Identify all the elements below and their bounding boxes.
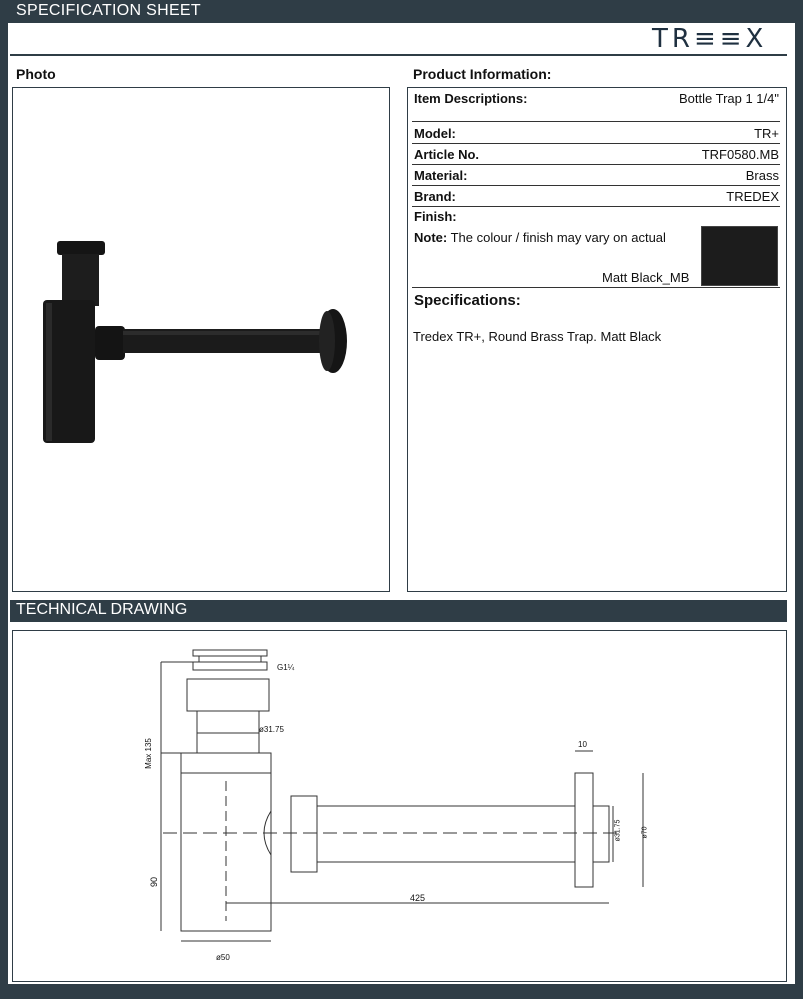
product-info-label: Product Information: (413, 66, 552, 82)
brand-row (414, 189, 779, 204)
item-description-value: Bottle Trap 1 1/4" (678, 91, 779, 106)
dim-length: 425 (410, 893, 426, 903)
finish-name: Matt Black_MB (602, 270, 690, 285)
divider (412, 164, 780, 165)
specifications-label: Specifications: (414, 292, 521, 309)
finish-key: Finish: (414, 209, 457, 224)
item-description-key: Item Descriptions: (414, 91, 528, 106)
sheet-title: SPECIFICATION SHEET (16, 2, 201, 19)
divider (412, 185, 780, 186)
finish-row (414, 209, 779, 224)
model-row (414, 126, 779, 141)
material-row (414, 168, 779, 183)
model-key: Model: (414, 126, 456, 141)
technical-drawing (13, 631, 786, 981)
photo-box (12, 87, 390, 592)
divider (412, 287, 780, 288)
technical-drawing-title: TECHNICAL DRAWING (16, 601, 188, 618)
material-key: Material: (414, 168, 468, 183)
article-value: TRF0580.MB (701, 147, 779, 162)
divider (412, 206, 780, 207)
dim-body-dia: ø50 (216, 953, 230, 962)
article-key: Article No. (414, 147, 480, 162)
dim-thread: G1¼ (277, 663, 295, 672)
article-row (414, 147, 779, 162)
specifications-text: Tredex TR+, Round Brass Trap. Matt Black (413, 329, 662, 344)
footer-bar (8, 984, 795, 999)
dim-max-height: Max 135 (143, 738, 153, 769)
item-description-row (414, 91, 779, 106)
bottle-trap-photo (13, 88, 389, 591)
dim-pipe-right: ø31.75 (614, 819, 622, 842)
divider (412, 121, 780, 122)
brand-key: Brand: (414, 189, 456, 204)
dim-height: 90 (149, 876, 160, 888)
dim-flange-thk: 10 (578, 740, 587, 749)
technical-drawing-box (12, 630, 787, 982)
brand-value: TREDEX (726, 189, 779, 204)
note-key: Note: (414, 230, 448, 245)
finish-note (414, 230, 666, 245)
photo-label: Photo (16, 66, 56, 82)
material-value: Brass (745, 168, 779, 183)
dim-flange-dia: ø70 (641, 826, 649, 839)
logo-divider (10, 54, 787, 56)
finish-swatch (701, 226, 778, 286)
note-text: The colour / finish may vary on actual (450, 230, 666, 245)
dim-pipe-top: ø31.75 (259, 725, 284, 734)
model-value: TR+ (754, 126, 779, 141)
tredex-logo: TR≡≡X (652, 24, 768, 54)
divider (412, 143, 780, 144)
